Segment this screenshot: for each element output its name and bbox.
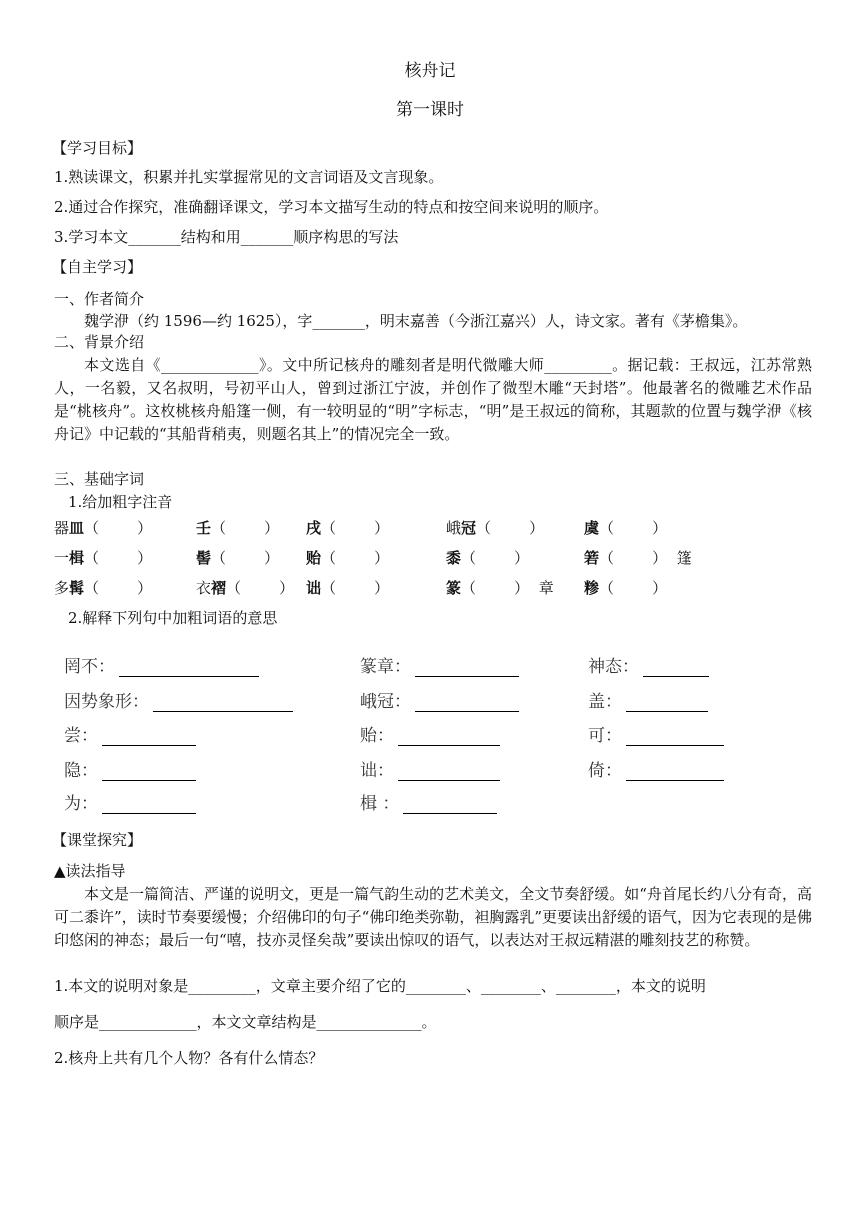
goals-heading: 【学习目标】	[52, 139, 143, 157]
pinyin-answer-parens[interactable]: （ ）	[321, 549, 390, 567]
answer-blank[interactable]	[643, 658, 709, 677]
reading-text: 本文是一篇简洁、严谨的说明文，更是一篇气韵生动的艺术美文，全文节奏舒缓。如“舟首尾长约八分有奇，高可二黍许”，读时节奏要缓慢；介绍佛印的句子“佛印绝类弥勒，袒胸露乳”更要读出舒缓的语气，因为它表现的是佛印悠闲的神态；最后一句“嘻，技亦灵怪矣哉”要读出惊叹的语气，以表达对王叔远精湛的雕刻技艺的称赞。	[54, 885, 813, 949]
gloss-item: 篆章：	[360, 652, 519, 677]
pinyin-target-char: 楫	[69, 549, 85, 567]
page-title: 核舟记	[404, 61, 456, 81]
pinyin-answer-parens[interactable]: （ ）	[476, 519, 545, 537]
answer-blank[interactable]	[398, 762, 500, 781]
pinyin-item	[584, 517, 667, 539]
self-study-heading: 【自主学习】	[52, 258, 143, 276]
pinyin-item	[446, 517, 544, 539]
pinyin-target-char: 壬	[196, 519, 212, 537]
pinyin-item	[306, 577, 389, 599]
answer-blank[interactable]	[415, 693, 519, 712]
pinyin-item	[54, 517, 152, 539]
pinyin-target-char: 贻	[306, 549, 322, 567]
gloss-item: 诎：	[360, 756, 500, 781]
class-heading: 【课堂探究】	[52, 831, 143, 849]
pinyin-target-char: 髯	[69, 579, 85, 597]
pinyin-word-prefix: 衣	[196, 579, 212, 597]
author-heading: 一、作者简介	[54, 290, 145, 308]
goal-item: 2.通过合作探究，准确翻译课文，学习本文描写生动的特点和按空间来说明的顺序。	[54, 198, 609, 216]
pinyin-answer-parens[interactable]: （ ）	[226, 579, 295, 597]
author-text: 魏学洢（约 1596—约 1625），字_______，明末嘉善（今浙江嘉兴）人，诗文家。著有《茅檐集》。	[84, 312, 748, 330]
gloss-item: 峨冠：	[360, 687, 519, 712]
pinyin-answer-parens[interactable]: （ ） 章	[461, 579, 554, 597]
pinyin-item	[584, 547, 692, 569]
pinyin-answer-parens[interactable]: （ ）	[84, 549, 153, 567]
pinyin-item	[306, 547, 389, 569]
question-1-line-1: 1.本文的说明对象是_________，文章主要介绍了它的________、________、________，本文的说明	[54, 977, 706, 995]
pinyin-target-char: 黍	[446, 549, 462, 567]
answer-blank[interactable]	[626, 693, 708, 712]
answer-blank[interactable]	[102, 762, 196, 781]
answer-blank[interactable]	[153, 693, 293, 712]
answer-blank[interactable]	[398, 727, 500, 746]
answer-blank[interactable]	[626, 762, 724, 781]
pinyin-target-char: 箬	[584, 549, 600, 567]
pinyin-item	[584, 577, 667, 599]
pinyin-answer-parens[interactable]: （ ）	[461, 549, 530, 567]
pinyin-target-char: 皿	[69, 519, 85, 537]
pinyin-word-prefix: 一	[54, 549, 70, 567]
gloss-item: 盖：	[588, 687, 708, 712]
answer-blank[interactable]	[415, 658, 519, 677]
pinyin-heading: 1.给加粗字注音	[68, 493, 173, 511]
page-subtitle: 第一课时	[396, 100, 464, 120]
pinyin-answer-parens[interactable]: （ ）	[599, 519, 668, 537]
pinyin-answer-parens[interactable]: （ ）	[599, 579, 668, 597]
gloss-item: 隐：	[64, 756, 196, 781]
reading-heading: ▲读法指导	[54, 862, 126, 880]
pinyin-target-char: 髻	[196, 549, 212, 567]
pinyin-target-char: 戌	[306, 519, 322, 537]
pinyin-item	[446, 577, 554, 599]
gloss-item: 因势象形：	[64, 687, 293, 712]
pinyin-answer-parens[interactable]: （ ）	[321, 579, 390, 597]
background-text: 本文选自《_____________》。文中所记核舟的雕刻者是明代微雕大师_________。据记载：王叔远，江苏常熟人，一名毅，又名叔明，号初平山人，曾到过浙江宁波，并创作了微型木雕“天封塔”。他最著名的微雕艺术作品是“桃核舟”。这枚桃核舟船篷一侧，有一较明显的“明”字标志，“明”是王叔远的简称，其题款的位置与魏学洢《核舟记》中记载的“其船背稍夷，则题名其上”的情况完全一致。	[54, 356, 812, 443]
pinyin-answer-parens[interactable]: （ ） 篷	[599, 549, 692, 567]
answer-blank[interactable]	[403, 795, 497, 814]
background-heading: 二、背景介绍	[54, 333, 145, 351]
pinyin-answer-parens[interactable]: （ ）	[211, 519, 280, 537]
pinyin-word-prefix: 器	[54, 519, 70, 537]
pinyin-item	[446, 547, 529, 569]
gloss-heading: 2.解释下列句中加粗词语的意思	[68, 609, 278, 627]
gloss-item: 倚：	[588, 756, 724, 781]
pinyin-item	[54, 547, 152, 569]
pinyin-item	[196, 547, 279, 569]
pinyin-target-char: 篆	[446, 579, 462, 597]
question-2: 2.核舟上共有几个人物？各有什么情态？	[54, 1049, 324, 1067]
pinyin-target-char: 诎	[306, 579, 322, 597]
question-1-line-2: 顺序是_____________，本文文章结构是______________。	[54, 1013, 437, 1031]
pinyin-item	[54, 577, 152, 599]
gloss-item: 尝：	[64, 721, 196, 746]
pinyin-word-prefix: 多	[54, 579, 70, 597]
gloss-item: 楫 ：	[360, 789, 497, 814]
vocab-heading: 三、基础字词	[54, 470, 145, 488]
gloss-item: 为：	[64, 789, 196, 814]
pinyin-answer-parens[interactable]: （ ）	[84, 519, 153, 537]
pinyin-target-char: 糁	[584, 579, 600, 597]
answer-blank[interactable]	[102, 795, 196, 814]
pinyin-answer-parens[interactable]: （ ）	[321, 519, 390, 537]
gloss-item: 神态：	[588, 652, 709, 677]
gloss-item: 罔不：	[64, 652, 259, 677]
pinyin-answer-parens[interactable]: （ ）	[84, 579, 153, 597]
gloss-item: 贻：	[360, 721, 500, 746]
pinyin-target-char: 虞	[584, 519, 600, 537]
answer-blank[interactable]	[119, 658, 259, 677]
pinyin-target-char: 褶	[211, 579, 227, 597]
gloss-item: 可：	[588, 721, 724, 746]
goal-item: 1.熟读课文，积累并扎实掌握常见的文言词语及文言现象。	[54, 168, 444, 186]
pinyin-item	[196, 577, 294, 599]
answer-blank[interactable]	[102, 727, 196, 746]
pinyin-answer-parens[interactable]: （ ）	[211, 549, 280, 567]
pinyin-item	[196, 517, 279, 539]
answer-blank[interactable]	[626, 727, 724, 746]
pinyin-target-char: 冠	[461, 519, 477, 537]
pinyin-item	[306, 517, 389, 539]
pinyin-word-prefix: 峨	[446, 519, 462, 537]
goal-item: 3.学习本文_______结构和用_______顺序构思的写法	[54, 228, 399, 246]
